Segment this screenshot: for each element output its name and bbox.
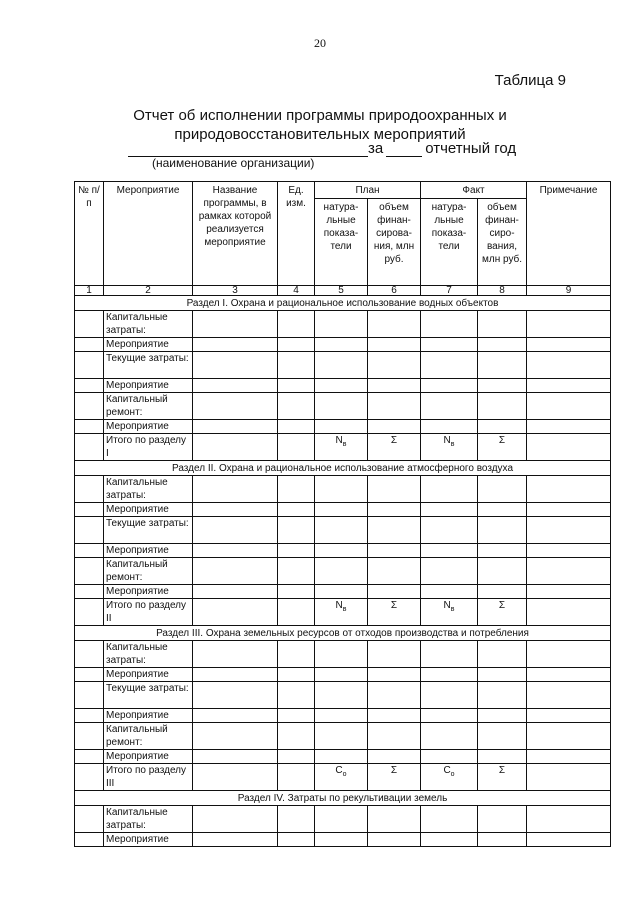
table-cell[interactable] [421,517,478,544]
table-cell[interactable] [278,393,315,420]
table-cell[interactable] [478,311,527,338]
header-fact-finance: объем финан-сиро-вания, млн руб. [478,199,527,286]
table-cell[interactable] [478,352,527,379]
table-row [75,338,611,352]
table-cell[interactable] [527,764,611,791]
table-cell[interactable] [478,544,527,558]
table-row [75,420,611,434]
table-row [75,723,611,750]
table-cell[interactable] [75,311,104,338]
column-number: 7 [421,286,478,296]
table-cell[interactable] [75,338,104,352]
table-cell[interactable] [315,503,368,517]
total-label: Итого по разделу I [104,434,193,461]
column-number: 1 [75,286,104,296]
table-cell[interactable] [315,833,368,847]
table-cell[interactable] [193,833,278,847]
table-cell[interactable] [368,833,421,847]
table-cell[interactable] [478,806,527,833]
table-cell[interactable] [193,558,278,585]
table-cell[interactable] [527,393,611,420]
table-cell[interactable] [478,833,527,847]
table-row [75,585,611,599]
table-cell[interactable] [478,338,527,352]
table-cell[interactable] [478,476,527,503]
total-mark: $C_о$ [315,764,368,791]
table-cell[interactable] [527,311,611,338]
table-cell[interactable] [75,517,104,544]
table-cell[interactable] [368,338,421,352]
table-cell[interactable] [278,503,315,517]
table-cell[interactable] [75,544,104,558]
page-number: 20 [314,36,326,50]
table-cell[interactable] [421,723,478,750]
table-cell[interactable] [315,750,368,764]
total-label: Итого по разделу II [104,599,193,626]
total-row [75,599,611,626]
table-cell[interactable] [278,517,315,544]
table-cell[interactable] [75,668,104,682]
table-cell[interactable] [421,709,478,723]
total-mark: $N_в$ [315,599,368,626]
row-label: Мероприятие [104,833,193,847]
table-cell[interactable] [278,750,315,764]
total-mark: $C_о$ [421,764,478,791]
table-cell[interactable] [315,709,368,723]
table-cell[interactable] [368,393,421,420]
row-label: Мероприятие [104,338,193,352]
row-label: Мероприятие [104,544,193,558]
table-cell[interactable] [421,476,478,503]
row-label: Капитальные затраты: [104,641,193,668]
table-cell[interactable] [421,750,478,764]
table-cell[interactable] [278,420,315,434]
table-cell[interactable] [368,503,421,517]
table-cell[interactable] [315,476,368,503]
table-cell[interactable] [421,544,478,558]
table-row [75,709,611,723]
table-cell[interactable] [478,585,527,599]
row-label: Текущие затраты: [104,352,193,379]
table-cell[interactable] [527,668,611,682]
table-cell[interactable] [278,311,315,338]
table-cell[interactable] [193,723,278,750]
column-number: 8 [478,286,527,296]
table-cell[interactable] [278,379,315,393]
table-cell[interactable] [75,833,104,847]
table-cell[interactable] [75,723,104,750]
table-cell[interactable] [75,503,104,517]
table-cell[interactable] [527,599,611,626]
table-cell[interactable] [527,420,611,434]
table-cell[interactable] [421,420,478,434]
table-cell[interactable] [527,476,611,503]
total-mark: $N_в$ [421,434,478,461]
table-cell[interactable] [421,585,478,599]
table-row [75,668,611,682]
table-cell[interactable] [421,641,478,668]
table-cell[interactable] [75,682,104,709]
table-cell[interactable] [527,558,611,585]
table-cell[interactable] [368,723,421,750]
table-row [75,833,611,847]
row-label: Мероприятие [104,668,193,682]
table-cell[interactable] [527,434,611,461]
table-row [75,352,611,379]
table-cell[interactable] [193,311,278,338]
table-cell[interactable] [478,723,527,750]
column-numbers-row [75,286,611,296]
header-plan-finance: объем финан-сирова-ния, млн руб. [368,199,421,286]
table-cell[interactable] [368,379,421,393]
table-cell[interactable] [478,517,527,544]
row-label: Мероприятие [104,379,193,393]
table-cell[interactable] [75,558,104,585]
sigma-mark: Σ [368,599,421,626]
table-cell[interactable] [315,393,368,420]
table-cell[interactable] [193,393,278,420]
table-row [75,544,611,558]
table-cell[interactable] [315,641,368,668]
row-label: Мероприятие [104,503,193,517]
section-header-row [75,791,611,806]
table-cell[interactable] [421,668,478,682]
table-cell[interactable] [478,668,527,682]
row-label: Капитальный ремонт: [104,723,193,750]
table-cell[interactable] [75,709,104,723]
za-text: за [368,140,384,157]
table-cell[interactable] [527,544,611,558]
table-cell[interactable] [421,352,478,379]
header-note: Примечание [527,182,611,286]
table-cell[interactable] [75,599,104,626]
table-row [75,476,611,503]
row-label: Капитальные затраты: [104,476,193,503]
table-cell[interactable] [527,682,611,709]
table-cell[interactable] [315,379,368,393]
year-text: отчетный год [425,140,517,157]
table-cell[interactable] [527,641,611,668]
organization-line [128,140,516,157]
sigma-mark: Σ [478,434,527,461]
table-cell[interactable] [368,641,421,668]
table-cell[interactable] [278,585,315,599]
table-cell[interactable] [193,379,278,393]
table-cell[interactable] [368,558,421,585]
report-table [74,181,611,847]
table-cell[interactable] [75,352,104,379]
table-row [75,682,611,709]
sigma-mark: Σ [368,434,421,461]
section-title: Раздел I. Охрана и рациональное использование водных объектов [75,296,611,311]
sigma-mark: Σ [478,599,527,626]
table-cell[interactable] [478,379,527,393]
table-cell[interactable] [278,641,315,668]
table-cell[interactable] [315,558,368,585]
table-cell[interactable] [278,544,315,558]
table-cell[interactable] [193,709,278,723]
header-event: Мероприятие [104,182,193,286]
table-cell[interactable] [193,641,278,668]
table-cell[interactable] [278,668,315,682]
table-cell[interactable] [421,503,478,517]
table-cell[interactable] [478,641,527,668]
table-body [75,286,611,847]
table-cell[interactable] [75,434,104,461]
table-cell[interactable] [421,682,478,709]
table-cell[interactable] [75,641,104,668]
table-cell[interactable] [278,709,315,723]
table-cell[interactable] [421,558,478,585]
row-label: Мероприятие [104,709,193,723]
table-cell[interactable] [527,379,611,393]
table-row [75,503,611,517]
table-cell[interactable] [527,709,611,723]
table-cell[interactable] [75,379,104,393]
section-header-row [75,626,611,641]
column-number: 4 [278,286,315,296]
table-cell[interactable] [278,764,315,791]
table-cell[interactable] [527,723,611,750]
organization-caption: (наименование организации) [152,156,315,170]
table-cell[interactable] [193,682,278,709]
table-cell[interactable] [315,517,368,544]
header-fact-natural: натура-льные показа-тели [421,199,478,286]
table-cell[interactable] [193,750,278,764]
table-cell[interactable] [478,709,527,723]
report-title [0,106,640,144]
section-header-row [75,296,611,311]
table-cell[interactable] [315,668,368,682]
table-cell[interactable] [193,599,278,626]
table-cell[interactable] [315,806,368,833]
table-cell[interactable] [527,585,611,599]
table-cell[interactable] [368,311,421,338]
column-number: 2 [104,286,193,296]
table-cell[interactable] [478,420,527,434]
table-cell[interactable] [478,750,527,764]
table-cell[interactable] [421,338,478,352]
total-label: Итого по разделу III [104,764,193,791]
row-label: Мероприятие [104,420,193,434]
table-cell[interactable] [527,806,611,833]
table-cell[interactable] [421,833,478,847]
header-fact: Факт [421,182,527,199]
table-cell[interactable] [278,806,315,833]
table-cell[interactable] [527,517,611,544]
table-cell[interactable] [368,806,421,833]
table-cell[interactable] [368,517,421,544]
table-cell[interactable] [193,764,278,791]
row-label: Текущие затраты: [104,682,193,709]
header-plan-natural: натура-льные показа-тели [315,199,368,286]
table-cell[interactable] [278,434,315,461]
table-cell[interactable] [278,833,315,847]
table-cell[interactable] [368,476,421,503]
table-cell[interactable] [368,682,421,709]
table-row [75,641,611,668]
table-cell[interactable] [368,585,421,599]
table-cell[interactable] [278,338,315,352]
table-cell[interactable] [478,558,527,585]
table-cell[interactable] [75,420,104,434]
table-row [75,311,611,338]
table-cell[interactable] [315,311,368,338]
table-cell[interactable] [75,476,104,503]
row-label: Мероприятие [104,750,193,764]
column-number: 9 [527,286,611,296]
table-cell[interactable] [527,750,611,764]
row-label: Капитальные затраты: [104,806,193,833]
table-cell[interactable] [193,517,278,544]
row-label: Текущие затраты: [104,517,193,544]
table-cell[interactable] [193,352,278,379]
table-cell[interactable] [368,709,421,723]
table-cell[interactable] [315,682,368,709]
row-label: Капитальный ремонт: [104,393,193,420]
column-number: 5 [315,286,368,296]
header-unit: Ед. изм. [278,182,315,286]
table-cell[interactable] [368,352,421,379]
title-line-1: Отчет об исполнении программы природоохранных и [133,107,507,124]
section-header-row [75,461,611,476]
table-row [75,806,611,833]
table-cell[interactable] [478,393,527,420]
table-cell[interactable] [193,585,278,599]
row-label: Капитальные затраты: [104,311,193,338]
sigma-mark: Σ [368,764,421,791]
row-label: Капитальный ремонт: [104,558,193,585]
section-title: Раздел IV. Затраты по рекультивации земель [75,791,611,806]
table-cell[interactable] [368,750,421,764]
column-number: 3 [193,286,278,296]
table-cell[interactable] [421,393,478,420]
table-row [75,379,611,393]
header-program: Название программы, в рамках которой реализуется мероприятие [193,182,278,286]
table-cell[interactable] [421,311,478,338]
column-number: 6 [368,286,421,296]
table-cell[interactable] [193,338,278,352]
table-row [75,393,611,420]
sigma-mark: Σ [478,764,527,791]
table-cell[interactable] [527,338,611,352]
total-row [75,764,611,791]
header-plan: План [315,182,421,199]
table-cell[interactable] [278,558,315,585]
table-cell[interactable] [75,764,104,791]
table-label: Таблица 9 [494,72,566,89]
table-cell[interactable] [315,352,368,379]
table-cell[interactable] [527,833,611,847]
table-cell[interactable] [75,750,104,764]
row-label: Мероприятие [104,585,193,599]
organization-blank[interactable] [128,142,368,157]
table-cell[interactable] [368,544,421,558]
table-cell[interactable] [75,393,104,420]
total-mark: $N_в$ [421,599,478,626]
table-row [75,517,611,544]
table-cell[interactable] [368,668,421,682]
table-cell[interactable] [75,585,104,599]
table-cell[interactable] [75,806,104,833]
table-cell[interactable] [193,544,278,558]
table-cell[interactable] [278,352,315,379]
table-row [75,750,611,764]
table-cell[interactable] [478,682,527,709]
total-row [75,434,611,461]
total-mark: $N_в$ [315,434,368,461]
table-cell[interactable] [278,723,315,750]
table-cell[interactable] [315,420,368,434]
table-cell[interactable] [527,352,611,379]
year-blank[interactable] [386,142,422,157]
section-title: Раздел III. Охрана земельных ресурсов от отходов производства и потребления [75,626,611,641]
table-cell[interactable] [527,503,611,517]
header-num: № п/п [75,182,104,286]
table-cell[interactable] [478,503,527,517]
table-cell[interactable] [193,668,278,682]
table-cell[interactable] [278,599,315,626]
table-cell[interactable] [421,806,478,833]
section-title: Раздел II. Охрана и рациональное использование атмосферного воздуха [75,461,611,476]
table-cell[interactable] [368,420,421,434]
title-line-2: природовосстановительных мероприятий [174,126,466,143]
table-row [75,558,611,585]
table-cell[interactable] [315,723,368,750]
table-cell[interactable] [315,338,368,352]
table-cell[interactable] [278,682,315,709]
table-cell[interactable] [421,379,478,393]
table-cell[interactable] [193,806,278,833]
table-cell[interactable] [193,503,278,517]
table-cell[interactable] [193,476,278,503]
table-cell[interactable] [315,544,368,558]
table-cell[interactable] [193,420,278,434]
table-cell[interactable] [278,476,315,503]
table-cell[interactable] [193,434,278,461]
table-cell[interactable] [315,585,368,599]
